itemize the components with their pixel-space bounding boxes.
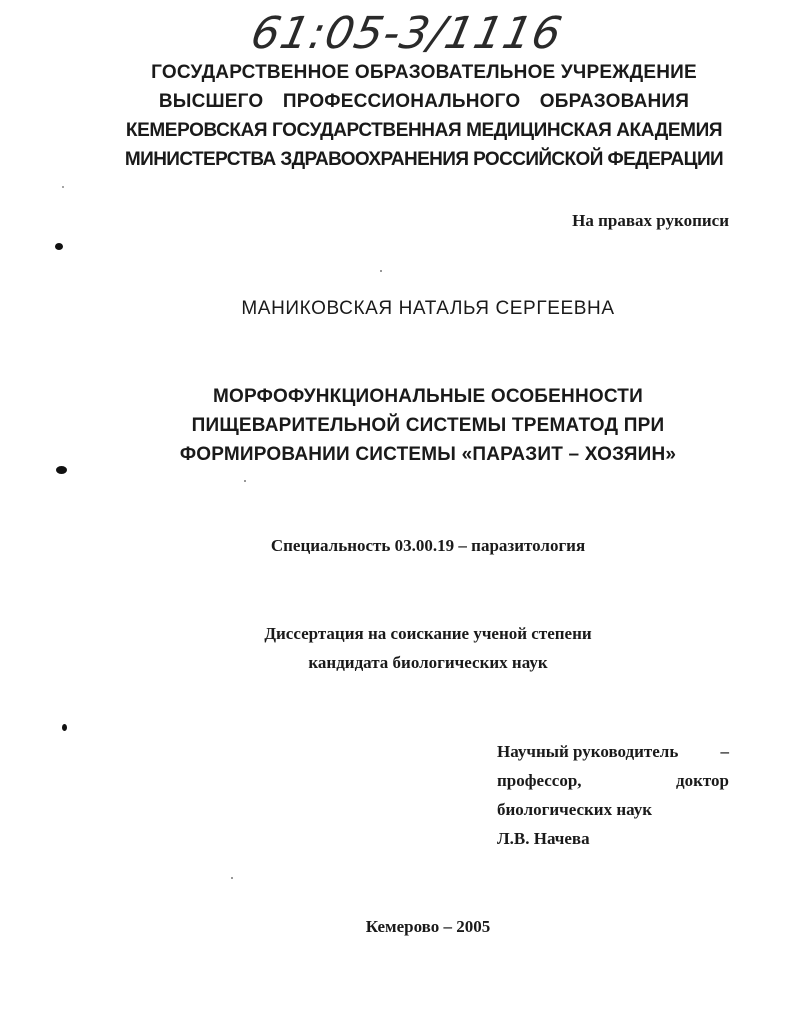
scan-speck (380, 270, 382, 272)
handwritten-archive-code: 61:05-3/1116 (246, 8, 567, 59)
title-line-2: ПИЩЕВАРИТЕЛЬНОЙ СИСТЕМЫ ТРЕМАТОД ПРИ (191, 415, 665, 436)
dissertation-line-2: кандидата биологических наук (308, 653, 548, 672)
city-year: Кемерово – 2005 (365, 917, 491, 936)
title-line-3: ФОРМИРОВАНИИ СИСТЕМЫ «ПАРАЗИТ – ХОЗЯИН» (179, 444, 677, 465)
institution-line-3: КЕМЕРОВСКАЯ ГОСУДАРСТВЕННАЯ МЕДИЦИНСКАЯ АКАДЕМИЯ (125, 120, 723, 141)
scan-speck (62, 186, 64, 188)
author-name: МАНИКОВСКАЯ НАТАЛЬЯ СЕРГЕЕВНА (241, 298, 615, 319)
supervisor-line-2 (497, 770, 729, 799)
supervisor-line-3: биологических наук (497, 800, 653, 819)
dissertation-line-1: Диссертация на соискание ученой степени (264, 624, 592, 643)
supervisor-title: профессор, (497, 771, 582, 790)
scan-speck (244, 480, 246, 482)
title-line-1: МОРФОФУНКЦИОНАЛЬНЫЕ ОСОБЕННОСТИ (213, 386, 643, 407)
supervisor-line-1 (497, 741, 729, 770)
scan-speck (56, 466, 67, 474)
supervisor-block (497, 741, 729, 857)
supervisor-dash: – (720, 742, 729, 761)
manuscript-rights-note: На правах рукописи (572, 211, 729, 230)
specialty-line: Специальность 03.00.19 – паразитология (270, 536, 586, 555)
supervisor-name: Л.В. Начева (497, 829, 590, 848)
scan-speck (62, 724, 67, 731)
scan-speck (231, 877, 233, 879)
institution-line-1: ГОСУДАРСТВЕННОЕ ОБРАЗОВАТЕЛЬНОЕ УЧРЕЖДЕНИЕ (151, 62, 697, 83)
institution-line-4: МИНИСТЕРСТВА ЗДРАВООХРАНЕНИЯ РОССИЙСКОЙ ФЕДЕРАЦИИ (124, 149, 724, 170)
supervisor-role: Научный руководитель (497, 742, 679, 761)
institution-line-2: ВЫСШЕГО ПРОФЕССИОНАЛЬНОГО ОБРАЗОВАНИЯ (158, 91, 690, 112)
supervisor-degree: доктор (676, 771, 729, 790)
scan-speck (55, 243, 63, 250)
